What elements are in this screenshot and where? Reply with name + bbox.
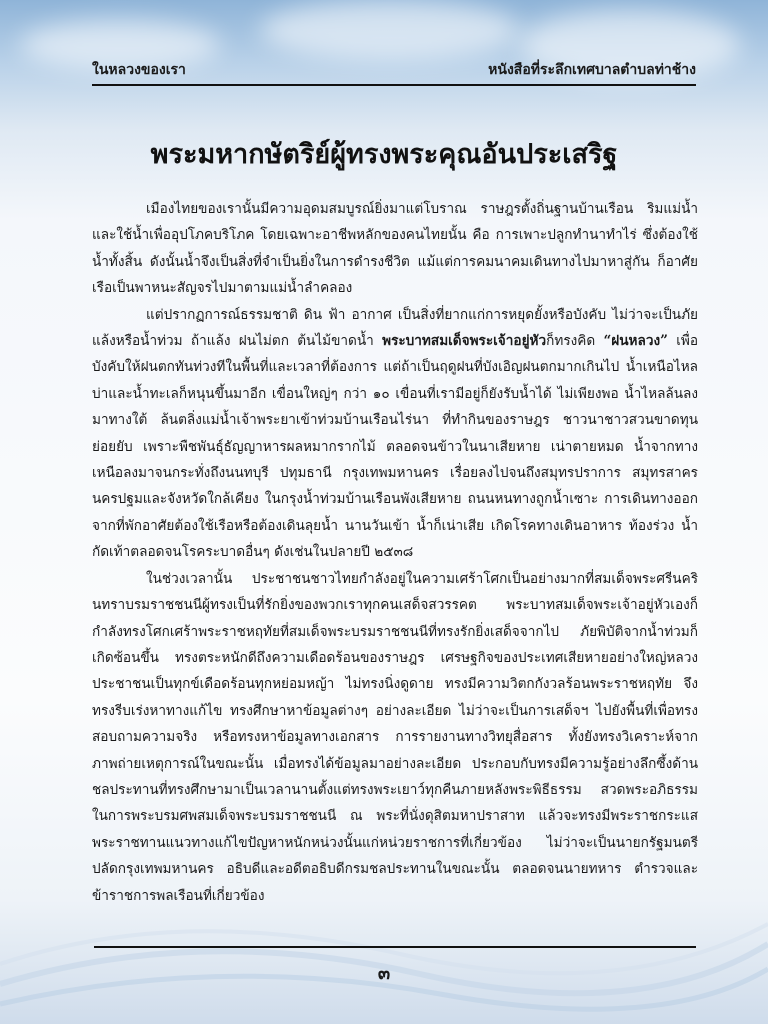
article-body bbox=[92, 196, 698, 909]
paragraph-text: ก็ทรงคิด bbox=[546, 333, 604, 350]
paragraph bbox=[92, 302, 698, 566]
sky-cloud bbox=[260, 0, 520, 60]
header-right-text: หนังสือที่ระลึกเทศบาลตำบลท่าช้าง bbox=[488, 62, 696, 78]
page-number: ๓ bbox=[377, 963, 391, 984]
paragraph bbox=[92, 196, 698, 302]
paragraph bbox=[92, 566, 698, 909]
paragraph-text: เพื่อบังคับให้ฝนตกทันท่วงทีในพื้นที่และเวลาที่ต้องการ แต่ถ้าเป็นฤดูฝนที่บังเอิญฝนตกมากเกินไป น้ำเหนือไหลบ่าและน้ำทะเลก็หนุนขึ้นมาอีก เขื่อนใหญ่ๆ กว่า ๑๐ เขื่อนที่เรามีอยู่ก็ยังรับน้ำได้ ไม่เพียงพอ น้ำไหลล้นลงมาทางใต้ ล้นตลิ่งแม่น้ำเจ้าพระยาเข้าท่วมบ้านเรือนไร่นา ที่ทำกินของราษฎร ชาวนาชาวสวนขาดทุนย่อยยับ เพราะพืชพันธุ์ธัญญาหารผลหมากรากไม้ ตลอดจนข้าวในนาเสียหาย เน่าตายหมด น้ำจากทางเหนือลงมาจนกระทั่งถึงนนทบุรี ปทุมธานี กรุงเทพมหานคร เรื่อยลงไปจนถึงสมุทรปราการ สมุทรสาครนครปฐมและจังหวัดใกล้เคียง ในกรุงน้ำท่วมบ้านเรือนพังเสียหาย ถนนหนทางถูกน้ำเซาะ การเดินทางออกจากที่พักอาศัยต้องใช้เรือหรือต้องเดินลุยน้ำ นานวันเข้า น้ำก็เน่าเสีย เกิดโรคทางเดินอาหาร ท้องร่วง น้ำกัดเท้าตลอดจนโรคระบาดอื่นๆ ดังเช่นในปลายปี ๒๕๓๘ bbox=[92, 333, 698, 561]
footer-divider bbox=[94, 946, 696, 948]
page-header bbox=[92, 60, 696, 86]
paragraph-text: แต่ปรากฏการณ์ธรรมชาติ ดิน ฟ้า อากาศ เป็นสิ่งที่ยากแก่การหยุดยั้งหรือบังคับ ไม่ว่าจะเป็นภัยแล้งหรือน้ำท่วม ถ้าแล้ง ฝนไม่ตก ต้นไม้ขาดน้ำ bbox=[92, 306, 698, 350]
emphasis-text: พระบาทสมเด็จพระเจ้าอยู่หัว bbox=[382, 333, 547, 350]
paragraph-text: ในช่วงเวลานั้น ประชาชนชาวไทยกำลังอยู่ในความเศร้าโศกเป็นอย่างมากที่สมเด็จพระศรีนครินทราบรมราชชนนีผู้ทรงเป็นที่รักยิ่งของพวกเราทุกคนเสด็จสวรรคต พระบาทสมเด็จพระเจ้าอยู่หัวเองก็กำลังทรงโศกเศร้าพระราชหฤทัยที่สมเด็จพระบรมราชชนนีที่ทรงรักยิ่งเสด็จจากไป ภัยพิบัติจากน้ำท่วมก็เกิดซ้อนขึ้น ทรงตระหนักดีถึงความเดือดร้อนของราษฎร เศรษฐกิจของประเทศเสียหายอย่างใหญ่หลวง ประชาชนเป็นทุกข์เดือดร้อนทุกหย่อมหญ้า ไม่ทรงนิ่งดูดาย ทรงมีความวิตกกังวลร้อนพระราชหฤทัย จึงทรงรีบเร่งหาทางแก้ไข ทรงศึกษาหาข้อมูลต่างๆ อย่างละเอียด ไม่ว่าจะเป็นการเสด็จฯ ไปยังพื้นที่เพื่อทรงสอบถามความจริง หรือทรงหาข้อมูลทางเอกสาร การรายงานทางวิทยุสื่อสาร ทั้งยังทรงวิเคราะห์จากภาพถ่ายเหตุการณ์ในขณะนั้น เมื่อทรงได้ข้อมูลมาอย่างละเอียด ประกอบกับทรงมีความรู้อย่างลึกซึ้งด้านชลประทานที่ทรงศึกษามาเป็นเวลานานตั้งแต่ทรงพระเยาว์ทุกคืนภายหลังพระพิธีธรรม สวดพระอภิธรรมในการพระบรมศพสมเด็จพระบรมราชชนนี ณ พระที่นั่งดุสิตมหาปราสาท แล้วจะทรงมีพระราชกระแสพระราชทานแนวทางแก้ไขปัญหาหนักหน่วงนั้นแก่หน่วยราชการที่เกี่ยวข้อง ไม่ว่าจะเป็นนายกรัฐมนตรี ปลัดกรุงเทพมหานคร อธิบดีและอดีตอธิบดีกรมชลประทานในขณะนั้น ตลอดจนนายทหาร ตำรวจและข้าราชการพลเรือนที่เกี่ยวข้อง bbox=[92, 570, 698, 904]
paragraph-text: เมืองไทยของเรานั้นมีความอุดมสมบูรณ์ยิ่งมาแต่โบราณ ราษฎรตั้งถิ่นฐานบ้านเรือน ริมแม่น้ำและใช้น้ำเพื่ออุปโภคบริโภค โดยเฉพาะอาชีพหลักของคนไทยนั้น คือ การเพาะปลูกทำนาทำไร่ ซึ่งต้องใช้น้ำทั้งสิ้น ดังนั้นน้ำจึงเป็นสิ่งที่จำเป็นยิ่งในการดำรงชีวิต แม้แต่การคมนาคมเดินทางไปมาหาสู่กัน ก็อาศัยเรือเป็นพาหนะสัญจรไปมาตามแม่น้ำลำคลอง bbox=[92, 201, 698, 297]
header-left-text: ในหลวงของเรา bbox=[92, 62, 186, 78]
emphasis-text: “ฝนหลวง” bbox=[603, 333, 668, 350]
page-title: พระมหากษัตริย์ผู้ทรงพระคุณอันประเสริฐ bbox=[150, 139, 618, 170]
